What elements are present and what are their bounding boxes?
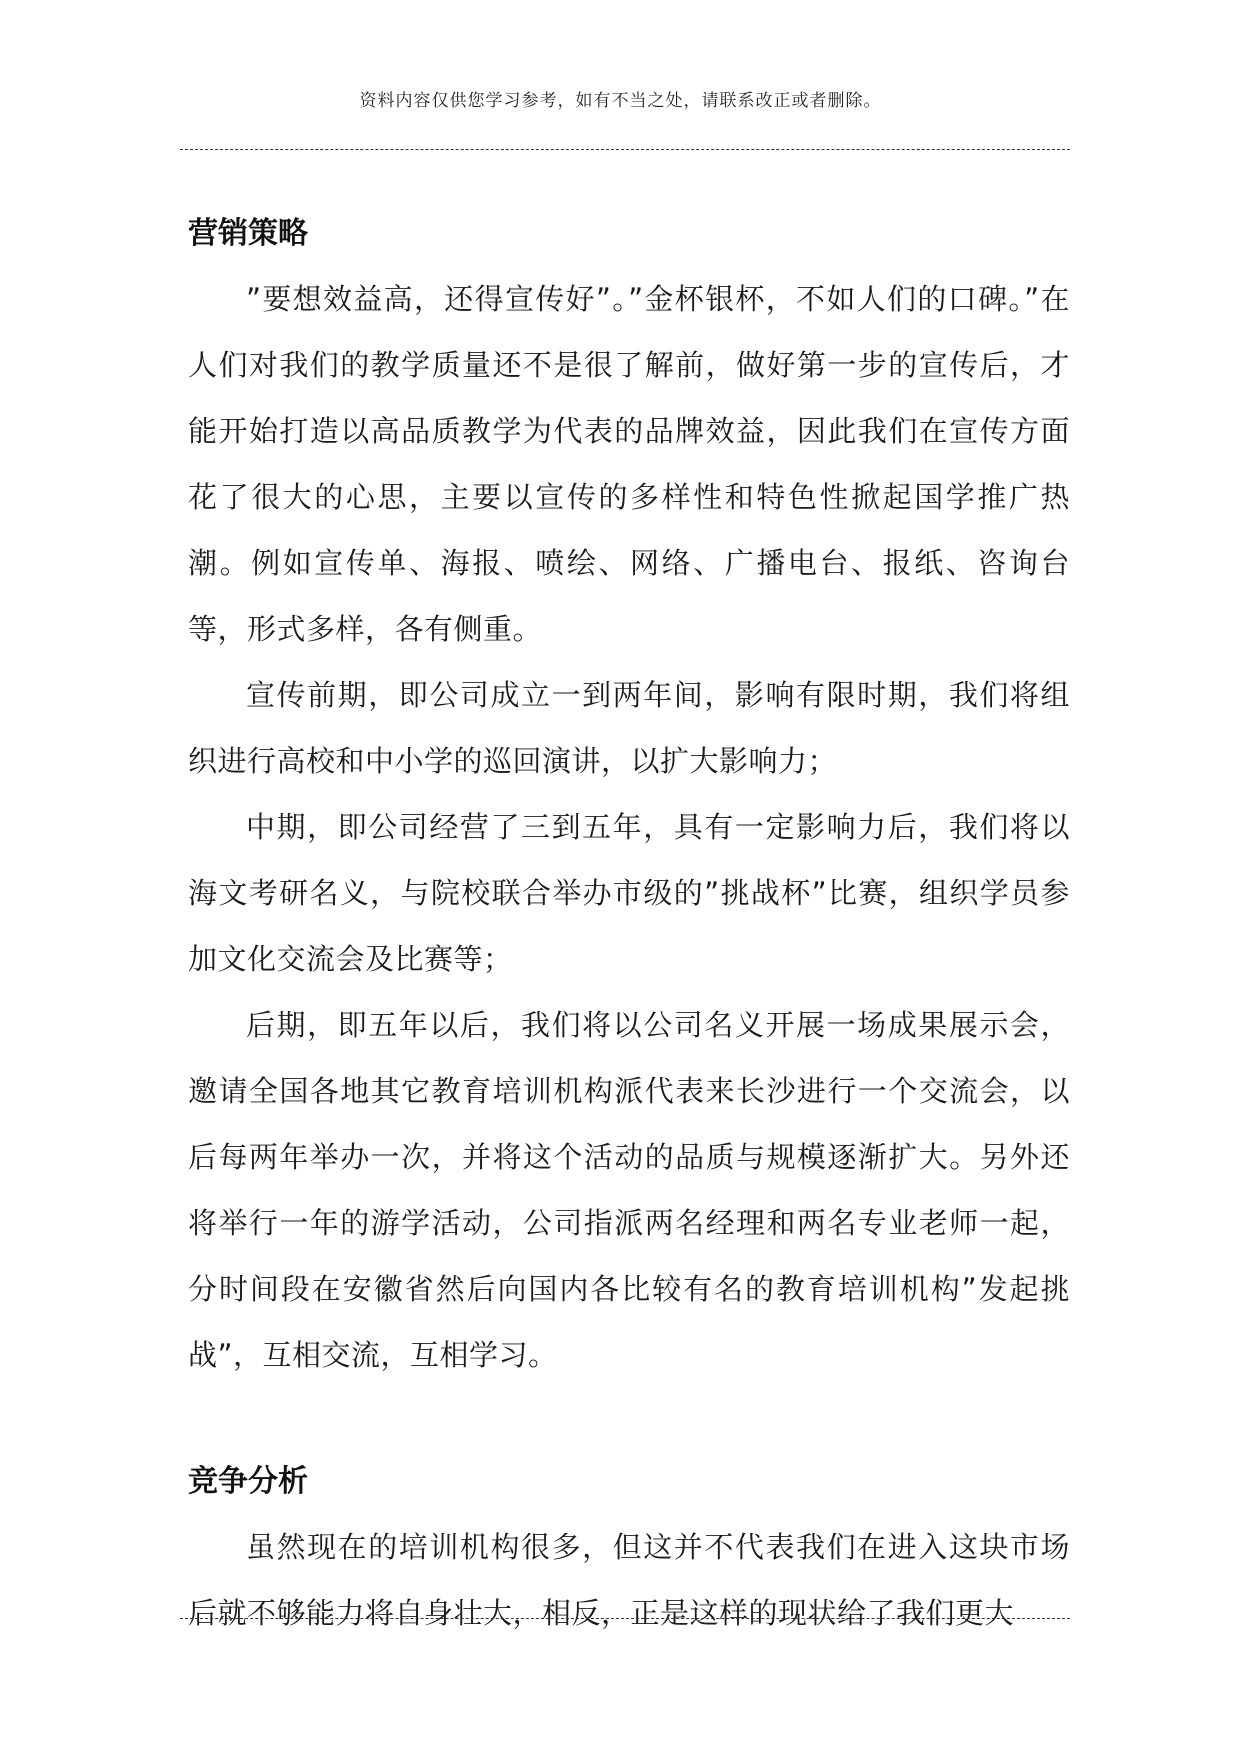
paragraph: ”要想效益高，还得宣传好”。”金杯银杯，不如人们的口碑。”在人们对我们的教学质量还不是很了解前，做好第一步的宣传后，才能开始打造以高品质教学为代表的品牌效益，因此我们在宣传方面花了很大的心思，主要以宣传的多样性和特色性掀起国学推广热潮。例如宣传单、海报、喷绘、网络、广播电台、报纸、咨询台等，形式多样，各有侧重。 (188, 282, 1070, 646)
paragraph: 后期，即五年以后，我们将以公司名义开展一场成果展示会，邀请全国各地其它教育培训机构派代表来长沙进行一个交流会，以后每两年举办一次，并将这个活动的品质与规模逐渐扩大。另外还将举行一年的游学活动，公司指派两名经理和两名专业老师一起，分时间段在安徽省然后向国内各比较有名的教育培训机构”发起挑战”，互相交流，互相学习。 (188, 1008, 1070, 1372)
paragraph: 中期，即公司经营了三到五年，具有一定影响力后，我们将以海文考研名义，与院校联合举办市级的”挑战杯”比赛，组织学员参加文化交流会及比赛等； (188, 810, 1070, 976)
section-title: 竞争分析 (188, 1464, 308, 1499)
header-divider (180, 149, 1070, 150)
document-body (188, 212, 1070, 1646)
paragraph: 虽然现在的培训机构很多，但这并不代表我们在进入这块市场后就不够能力将自身壮大，相反，正是这样的现状给了我们更大 (188, 1530, 1070, 1630)
paragraph: 宣传前期，即公司成立一到两年间，影响有限时期，我们将组织进行高校和中小学的巡回演讲，以扩大影响力； (188, 678, 1070, 778)
section-title: 营销策略 (188, 216, 308, 251)
footer-divider (180, 1618, 1070, 1619)
header-disclaimer: 资料内容仅供您学习参考，如有不当之处，请联系改正或者删除。 (359, 91, 882, 111)
section-spacer (188, 1388, 1070, 1460)
section-marketing-strategy (188, 212, 1070, 1388)
